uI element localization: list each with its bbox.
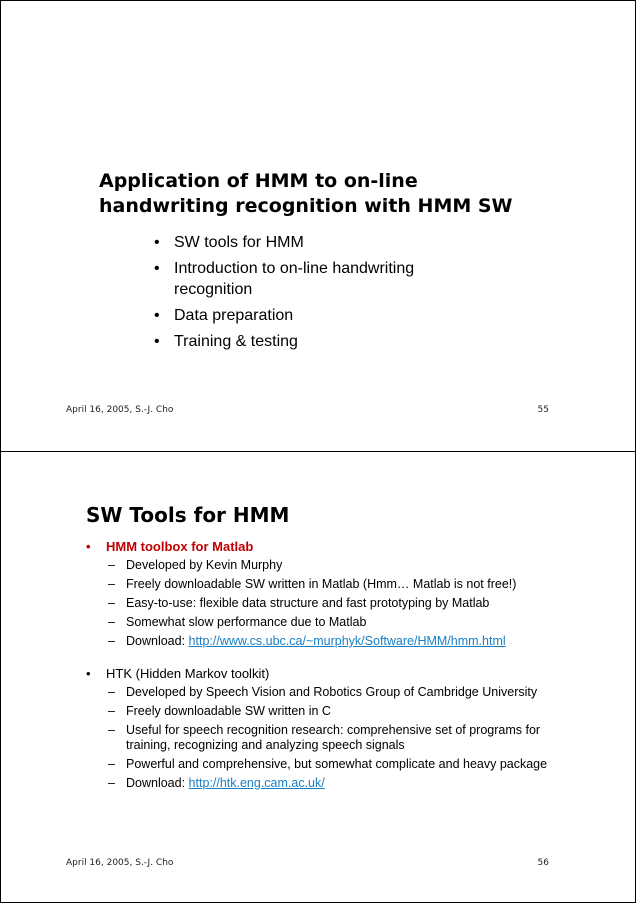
title-line-2: handwriting recognition with HMM SW — [99, 195, 513, 217]
list-item-download — [108, 634, 566, 649]
list-item: – Powerful and comprehensive, but somewhat complicate and heavy package — [108, 757, 566, 772]
htk-link[interactable]: http://htk.eng.cam.ac.uk/ — [188, 776, 325, 790]
slide-55 — [0, 0, 636, 452]
agenda-item: • Training & testing — [154, 331, 484, 352]
list-item: – Useful for speech recognition research: comprehensive set of programs for training, recognizing and analyzing speech signals — [108, 723, 566, 753]
list-item: – Developed by Speech Vision and Robotics Group of Cambridge University — [108, 685, 566, 700]
section-heading-hmm-toolbox: • HMM toolbox for Matlab — [86, 538, 566, 555]
hmm-toolbox-link[interactable]: http://www.cs.ubc.ca/~murphyk/Software/HMM/hmm.html — [188, 634, 506, 648]
agenda-list — [154, 232, 484, 357]
slide-title: SW Tools for HMM — [86, 503, 290, 527]
hmm-toolbox-list — [86, 558, 566, 649]
agenda-item: • Data preparation — [154, 305, 484, 326]
list-item: – Somewhat slow performance due to Matlab — [108, 615, 566, 630]
slide-content — [86, 538, 566, 795]
agenda-item: • Introduction to on-line handwriting recognition — [154, 258, 484, 300]
list-item: – Easy-to-use: flexible data structure and fast prototyping by Matlab — [108, 596, 566, 611]
slide-page-number: 55 — [537, 405, 549, 415]
agenda-item: • SW tools for HMM — [154, 232, 484, 253]
list-item: – Developed by Kevin Murphy — [108, 558, 566, 573]
list-item: – Freely downloadable SW written in Matlab (Hmm… Matlab is not free!) — [108, 577, 566, 592]
section-heading-htk: • HTK (Hidden Markov toolkit) — [86, 665, 566, 682]
download-label: Download: — [126, 634, 189, 648]
list-item-download — [108, 776, 566, 791]
slide-page-number: 56 — [537, 858, 549, 868]
slide-56 — [0, 451, 636, 903]
list-item: – Freely downloadable SW written in C — [108, 704, 566, 719]
download-label: Download: — [126, 776, 189, 790]
slide-footer-date: April 16, 2005, S.-J. Cho — [66, 405, 174, 415]
htk-list — [86, 685, 566, 791]
slide-title — [99, 169, 513, 219]
title-line-1: Application of HMM to on-line — [99, 170, 418, 192]
slide-footer-date: April 16, 2005, S.-J. Cho — [66, 858, 174, 868]
